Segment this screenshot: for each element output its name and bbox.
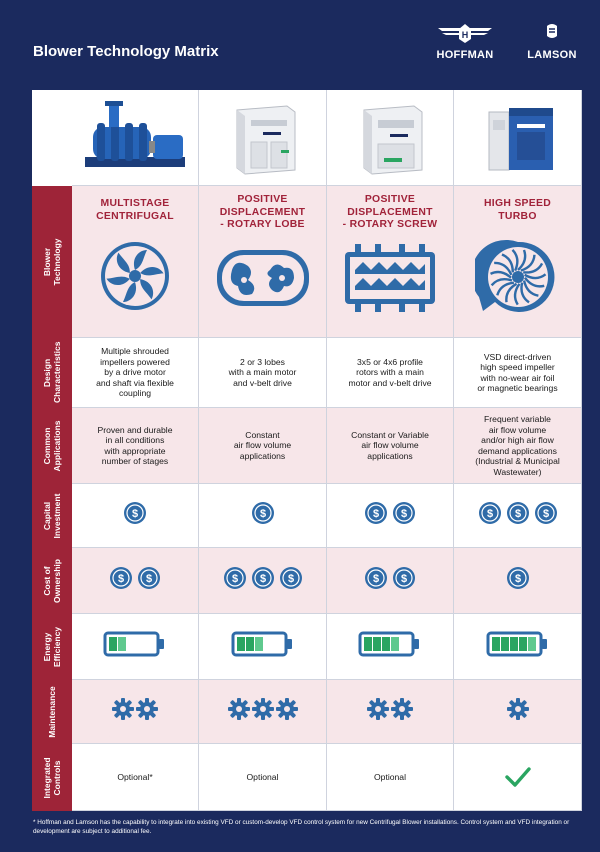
col-rotary-screw-efficiency <box>327 614 454 680</box>
gear-icon <box>136 698 158 725</box>
battery-icon <box>358 631 422 662</box>
hoffman-wings-icon <box>432 22 498 44</box>
svg-text:$: $ <box>145 573 153 585</box>
dollar-coin-icon <box>506 501 530 530</box>
design-line: impellers powered <box>100 356 170 367</box>
col-name-line2: TURBO <box>498 210 537 222</box>
svg-text:$: $ <box>117 573 125 585</box>
turbo-impeller-icon <box>475 239 561 315</box>
application-line: demand applications <box>478 445 557 456</box>
centrifugal-product-image <box>72 90 199 186</box>
design-line: high speed impeller <box>480 362 555 372</box>
design-line: coupling <box>118 388 151 399</box>
col-centrifugal-applications <box>72 408 199 484</box>
col-centrifugal-controls <box>72 744 199 811</box>
svg-text:$: $ <box>131 508 139 520</box>
battery-icon <box>486 631 550 662</box>
design-line: with a main motor <box>228 367 297 378</box>
gear-icon <box>252 698 274 725</box>
application-line: Proven and durable <box>97 424 173 435</box>
row-header-blower-technology <box>32 186 72 339</box>
dollar-coin-icon <box>392 501 416 530</box>
application-line: Constant <box>245 429 280 440</box>
col-rotary-screw-design <box>327 338 454 408</box>
svg-text:$: $ <box>372 573 380 585</box>
centrifugal-fan-icon <box>92 239 178 313</box>
battery-icon <box>231 631 295 662</box>
col-turbo-efficiency <box>454 614 582 680</box>
svg-text:$: $ <box>514 508 521 520</box>
design-line: rotors with a main <box>356 367 424 378</box>
design-line: or magnetic bearings <box>477 383 558 393</box>
col-rotary-screw-controls <box>327 744 454 811</box>
design-line: and shaft via flexible <box>96 377 174 388</box>
dollar-coin-icon <box>123 501 147 530</box>
gear-icon <box>276 698 298 725</box>
design-line: by a drive motor <box>104 367 166 378</box>
turbo-product-image <box>454 90 582 186</box>
col-centrifugal-design <box>72 338 199 408</box>
lamson-logo <box>520 22 584 61</box>
gear-icon <box>367 698 389 725</box>
svg-text:$: $ <box>287 573 294 585</box>
application-line: air flow volume <box>488 424 547 435</box>
rotary-screw-product-image <box>327 90 454 186</box>
row-label-capital-investment: Capital Investment <box>42 493 62 539</box>
row-label-maintenance: Maintenance <box>47 686 57 738</box>
svg-text:$: $ <box>400 508 408 520</box>
dollar-coin-icon <box>251 501 275 530</box>
svg-text:$: $ <box>542 508 549 520</box>
col-turbo-ownership <box>454 548 582 614</box>
design-line: Multiple shrouded <box>101 346 169 357</box>
col-rotary-lobe-applications <box>199 408 327 484</box>
col-rotary-lobe-capital <box>199 484 327 548</box>
col-rotary-screw-applications <box>327 408 454 484</box>
dollar-coin-icon <box>506 566 530 595</box>
col-centrifugal-efficiency <box>72 614 199 680</box>
col-rotary-screw-ownership <box>327 548 454 614</box>
svg-text:H: H <box>461 30 469 40</box>
controls-value: Optional* <box>117 771 153 782</box>
controls-value: Optional <box>246 771 279 782</box>
rotary-lobe-icon <box>214 240 312 314</box>
dollar-coin-icon <box>279 566 303 595</box>
application-line: and/or high air flow <box>481 435 554 445</box>
col-rotary-screw-capital <box>327 484 454 548</box>
col-turbo-controls <box>454 744 582 811</box>
col-name-line1: POSITIVE <box>237 194 288 205</box>
lamson-logo-text: LAMSON <box>527 49 577 61</box>
design-line: and v-belt drive <box>233 377 292 388</box>
application-line: with appropriate <box>104 445 166 456</box>
design-line: motor and v-belt drive <box>348 377 432 388</box>
battery-icon <box>103 631 167 662</box>
col-rotary-lobe-technology <box>199 186 327 338</box>
lamson-mark-icon <box>520 22 584 44</box>
row-header-design-characteristics <box>32 338 72 409</box>
col-turbo-capital <box>454 484 582 548</box>
dollar-coin-icon <box>251 566 275 595</box>
application-line: Frequent variable <box>484 414 551 424</box>
col-rotary-lobe-maintenance <box>199 680 327 744</box>
row-header-common-applications <box>32 408 72 485</box>
gear-icon <box>507 698 529 725</box>
col-turbo-design <box>454 338 582 408</box>
application-line: air flow volume <box>233 440 292 451</box>
dollar-coin-icon <box>364 501 388 530</box>
col-name-line1: HIGH SPEED <box>483 198 552 209</box>
rotary-lobe-product-image <box>199 90 327 186</box>
dollar-coin-icon <box>223 566 247 595</box>
controls-value: Optional <box>373 771 406 782</box>
row-header-maintenance <box>32 680 72 745</box>
col-turbo-applications <box>454 408 582 484</box>
page-title: Blower Technology Matrix <box>33 43 219 60</box>
col-centrifugal-maintenance <box>72 680 199 744</box>
col-rotary-lobe-ownership <box>199 548 327 614</box>
dollar-coin-icon <box>137 566 161 595</box>
col-rotary-screw-maintenance <box>327 680 454 744</box>
design-line: 2 or 3 lobes <box>240 356 285 367</box>
svg-text:$: $ <box>259 573 266 585</box>
col-name-line2: DISPLACEMENT <box>347 206 433 218</box>
svg-text:$: $ <box>231 573 238 585</box>
row-label-energy-efficiency: Energy Efficiency <box>42 626 62 668</box>
row-label-cost-of-ownership: Cost of Ownership <box>42 559 62 603</box>
col-rotary-lobe-efficiency <box>199 614 327 680</box>
col-name-line2: CENTRIFUGAL <box>96 210 174 222</box>
application-line: (Industrial & Municipal <box>475 456 560 466</box>
col-turbo-maintenance <box>454 680 582 744</box>
dollar-coin-icon <box>478 501 502 530</box>
rotary-screw-icon <box>341 240 439 314</box>
col-centrifugal-technology <box>72 186 199 338</box>
dollar-coin-icon <box>392 566 416 595</box>
checkmark-icon <box>505 766 531 788</box>
col-name-line1: MULTISTAGE <box>100 198 170 209</box>
row-label-blower-technology: Blower Technology <box>42 238 62 286</box>
row-label-design-characteristics: Design Characteristics <box>42 341 62 403</box>
col-name-line1: POSITIVE <box>364 194 416 205</box>
svg-text:$: $ <box>486 508 493 520</box>
col-rotary-screw-technology <box>327 186 454 338</box>
application-line: applications <box>239 450 286 461</box>
col-rotary-lobe-design <box>199 338 327 408</box>
design-line: VSD direct-driven <box>483 351 552 362</box>
application-line: in all conditions <box>105 435 165 445</box>
svg-text:$: $ <box>372 508 380 520</box>
hoffman-logo <box>432 22 498 61</box>
col-centrifugal-ownership <box>72 548 199 614</box>
gear-icon <box>228 698 250 725</box>
dollar-coin-icon <box>109 566 133 595</box>
dollar-coin-icon <box>534 501 558 530</box>
row-label-integrated-controls: Integrated Controls <box>42 756 62 799</box>
application-line: number of stages <box>101 456 169 466</box>
hoffman-logo-text: HOFFMAN <box>436 49 494 61</box>
svg-text:$: $ <box>400 573 408 585</box>
application-line: Constant or Variable <box>351 429 429 440</box>
col-name-line3: - ROTARY LOBE <box>220 219 305 230</box>
application-line: applications <box>367 450 413 461</box>
application-line: air flow volume <box>361 440 419 451</box>
row-label-common-applications: Common Applications <box>42 420 62 472</box>
footnote: * Hoffman and Lamson has the capability to integrate into existing VFD or custom-develop VFD control system for new Centrifugal Blower installations. Control system and VFD integration or development are subject to additional fee. <box>33 819 570 835</box>
col-centrifugal-capital <box>72 484 199 548</box>
col-rotary-lobe-controls <box>199 744 327 811</box>
svg-text:$: $ <box>514 573 521 585</box>
col-name-line3: - ROTARY SCREW <box>342 219 438 230</box>
gear-icon <box>391 698 413 725</box>
col-turbo-technology <box>454 186 582 338</box>
dollar-coin-icon <box>364 566 388 595</box>
row-header-capital-investment <box>32 484 72 549</box>
svg-text:$: $ <box>259 508 266 520</box>
application-line: Wastewater) <box>493 466 542 477</box>
design-line: with no-wear air foil <box>480 372 555 383</box>
row-header-energy-efficiency <box>32 614 72 681</box>
design-line: 3x5 or 4x6 profile <box>357 356 423 367</box>
row-header-integrated-controls <box>32 744 72 811</box>
row-header-cost-of-ownership <box>32 548 72 615</box>
gear-icon <box>112 698 134 725</box>
col-name-line2: DISPLACEMENT <box>219 206 306 218</box>
